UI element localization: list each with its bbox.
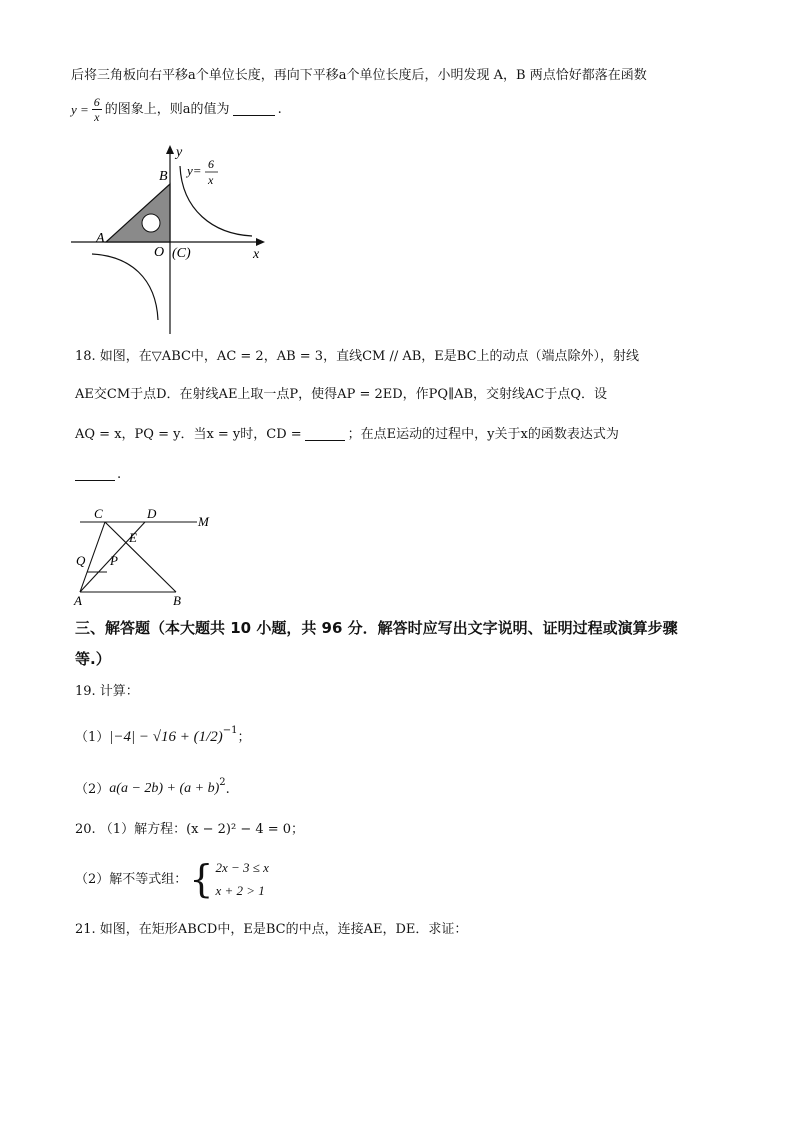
label-O: O: [154, 245, 165, 260]
q17-line2-tail: 的图象上，则a的值为: [104, 102, 230, 117]
q18-line4-end: .: [117, 467, 122, 482]
q18-line4: [75, 468, 121, 481]
q17-figure: [68, 142, 273, 337]
label-Q: Q: [76, 553, 86, 568]
set-square-triangle: [106, 184, 170, 242]
y-axis-arrow: [166, 145, 174, 154]
curve-label-den: x: [208, 173, 214, 187]
q17-fraction: $\frac{6}{x}$: [93, 95, 100, 124]
label-C: C: [94, 506, 103, 521]
label-B: B: [173, 593, 181, 608]
label-M: M: [198, 514, 209, 529]
label-A: A: [74, 593, 82, 608]
label-C: (C): [172, 246, 191, 261]
inequality-1: 2x − 3 ≤ x: [215, 860, 269, 875]
q19-p1-exponent: −1: [222, 725, 238, 736]
q19-p2-expr: a(a − 2b) + (a + b): [109, 781, 220, 796]
q18-line2: AE交CM于点D．在射线AE上取一点P，使得AP = 2ED，作PQ∥AB，交射线AC于点Q．设: [75, 387, 608, 402]
curve-label-lhs: y=: [187, 163, 202, 178]
q19-title: 19. 计算：: [75, 684, 139, 699]
brace-icon: {: [189, 857, 214, 901]
q19-p2-label: （2）: [75, 781, 110, 797]
q19-p2-exponent: 2: [219, 777, 226, 788]
q21-text: 21. 如图，在矩形ABCD中，E是BC的中点，连接AE，DE．求证：: [75, 922, 468, 937]
label-D: D: [147, 506, 157, 521]
set-square-hole: [142, 214, 160, 232]
label-y: y: [176, 145, 183, 160]
q17-line1: 后将三角板向右平移a个单位长度，再向下平移a个单位长度后，小明发现 A，B 两点恰好都落在函数: [71, 68, 647, 83]
q19-part2: [75, 777, 230, 797]
section3-heading-line1: 三、解答题（本大题共 10 小题，共 96 分．解答时应写出文字说明、证明过程或演算步骤: [75, 619, 678, 637]
q17-line2-end: .: [277, 102, 282, 117]
q19-p1-label: （1）: [75, 730, 110, 745]
q20-p2-label: （2）解不等式组：: [75, 871, 188, 887]
q18-line1: 18. 如图，在▽ABC中，AC = 2，AB = 3，直线CM // AB，E是BC上的动点（端点除外），射线: [75, 349, 640, 364]
section3-heading-line2: 等.）: [75, 650, 111, 668]
label-x: x: [253, 247, 260, 262]
q18-blank-cd[interactable]: [305, 428, 345, 441]
label-B: B: [159, 169, 168, 184]
q17-line2: [71, 96, 282, 123]
x-axis-arrow: [256, 238, 265, 246]
curve-label-num: 6: [208, 157, 214, 171]
inequality-2: x + 2 > 1: [215, 883, 265, 898]
q19-part1: [75, 725, 251, 745]
q19-p2-end: .: [225, 781, 230, 797]
q18-line3a: AQ = x，PQ = y．当x = y时，CD =: [75, 427, 302, 442]
label-A: A: [96, 231, 105, 246]
q18-line3b: ；在点E运动的过程中，y关于x的函数表达式为: [347, 427, 619, 442]
q20-part1: 20. （1）解方程：(x − 2)² − 4 = 0；: [75, 822, 305, 837]
q18-blank-function[interactable]: [75, 468, 115, 481]
q18-line3: [75, 428, 619, 441]
q20-part2: [75, 857, 269, 901]
label-P: P: [110, 553, 118, 568]
q17-answer-blank[interactable]: [233, 103, 275, 116]
q19-p1-expr: |−4| − √16 + (1/2): [109, 729, 223, 745]
q19-p1-end: ；: [237, 730, 251, 745]
hyperbola-branch-q3: [92, 254, 158, 320]
inequality-system: [215, 861, 268, 897]
q18-figure: [70, 505, 220, 610]
q17-func-lhs: y =: [71, 102, 89, 117]
label-E: E: [129, 530, 137, 545]
